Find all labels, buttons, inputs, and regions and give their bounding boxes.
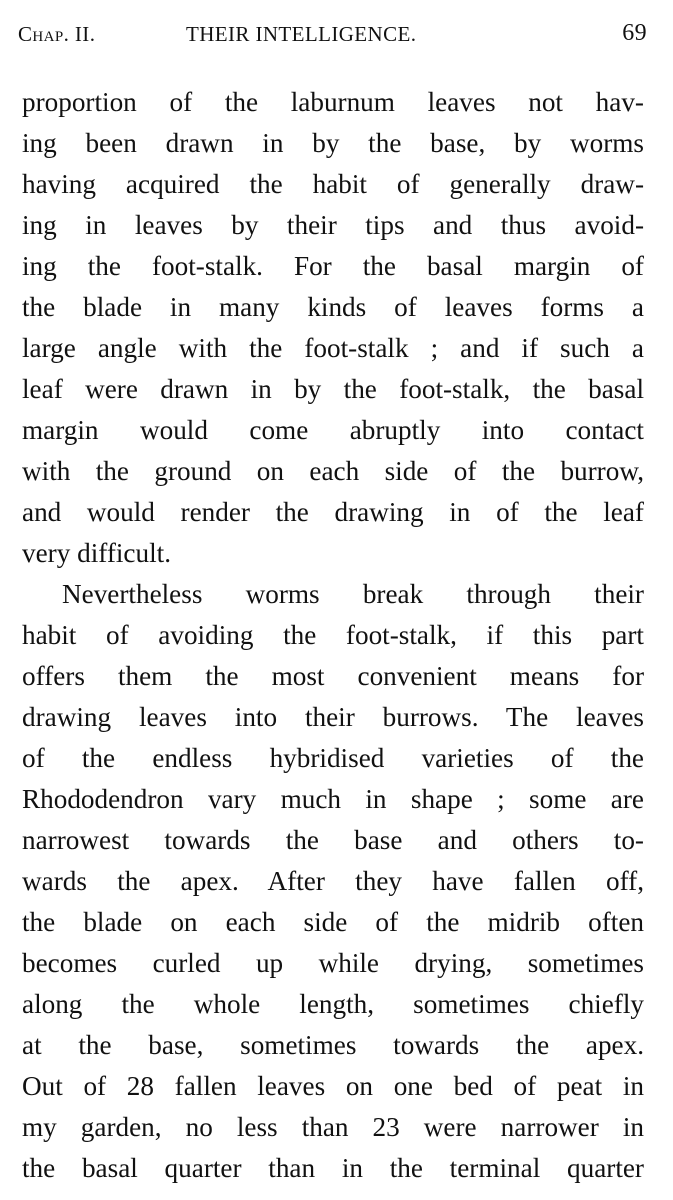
text-line: leaf were drawn in by the foot-stalk, the basal	[22, 374, 644, 404]
text-line: Rhododendron vary much in shape ; some are	[22, 784, 644, 814]
text-line: becomes curled up while drying, sometimes	[22, 948, 644, 978]
text-line: offers them the most convenient means for	[22, 661, 644, 691]
body-text	[22, 82, 644, 1189]
text-line: ing been drawn in by the base, by worms	[22, 128, 644, 158]
page-number: 69	[622, 20, 647, 46]
text-line: the blade in many kinds of leaves forms a	[22, 292, 644, 322]
text-line: the blade on each side of the midrib often	[22, 907, 644, 937]
text-line: and would render the drawing in of the leaf	[22, 497, 644, 527]
text-line: wards the apex. After they have fallen off,	[22, 866, 644, 896]
paragraph-2	[22, 574, 644, 1189]
text-line: proportion of the laburnum leaves not hav-	[22, 87, 644, 117]
text-line: the basal quarter than in the terminal quarter	[22, 1153, 644, 1183]
chapter-title: THEIR INTELLIGENCE.	[186, 22, 417, 46]
chapter-label: Chap. II.	[18, 22, 96, 46]
text-line: Nevertheless worms break through their	[62, 579, 644, 609]
paragraph-1	[22, 82, 644, 574]
text-line: drawing leaves into their burrows. The leaves	[22, 702, 644, 732]
text-line: at the base, sometimes towards the apex.	[22, 1030, 644, 1060]
text-line: margin would come abruptly into contact	[22, 415, 644, 445]
text-line: ing the foot-stalk. For the basal margin of	[22, 251, 644, 281]
text-line: narrowest towards the base and others to-	[22, 825, 644, 855]
text-line: of the endless hybridised varieties of the	[22, 743, 644, 773]
text-line: very difficult.	[22, 538, 171, 568]
running-head	[18, 22, 647, 52]
text-line: Out of 28 fallen leaves on one bed of peat in	[22, 1071, 644, 1101]
text-line: habit of avoiding the foot-stalk, if this part	[22, 620, 644, 650]
text-line: ing in leaves by their tips and thus avoid-	[22, 210, 644, 240]
text-line: large angle with the foot-stalk ; and if such a	[22, 333, 644, 363]
text-line: along the whole length, sometimes chiefly	[22, 989, 644, 1019]
text-line: my garden, no less than 23 were narrower in	[22, 1112, 644, 1142]
text-line: with the ground on each side of the burrow,	[22, 456, 644, 486]
text-line: having acquired the habit of generally draw-	[22, 169, 644, 199]
